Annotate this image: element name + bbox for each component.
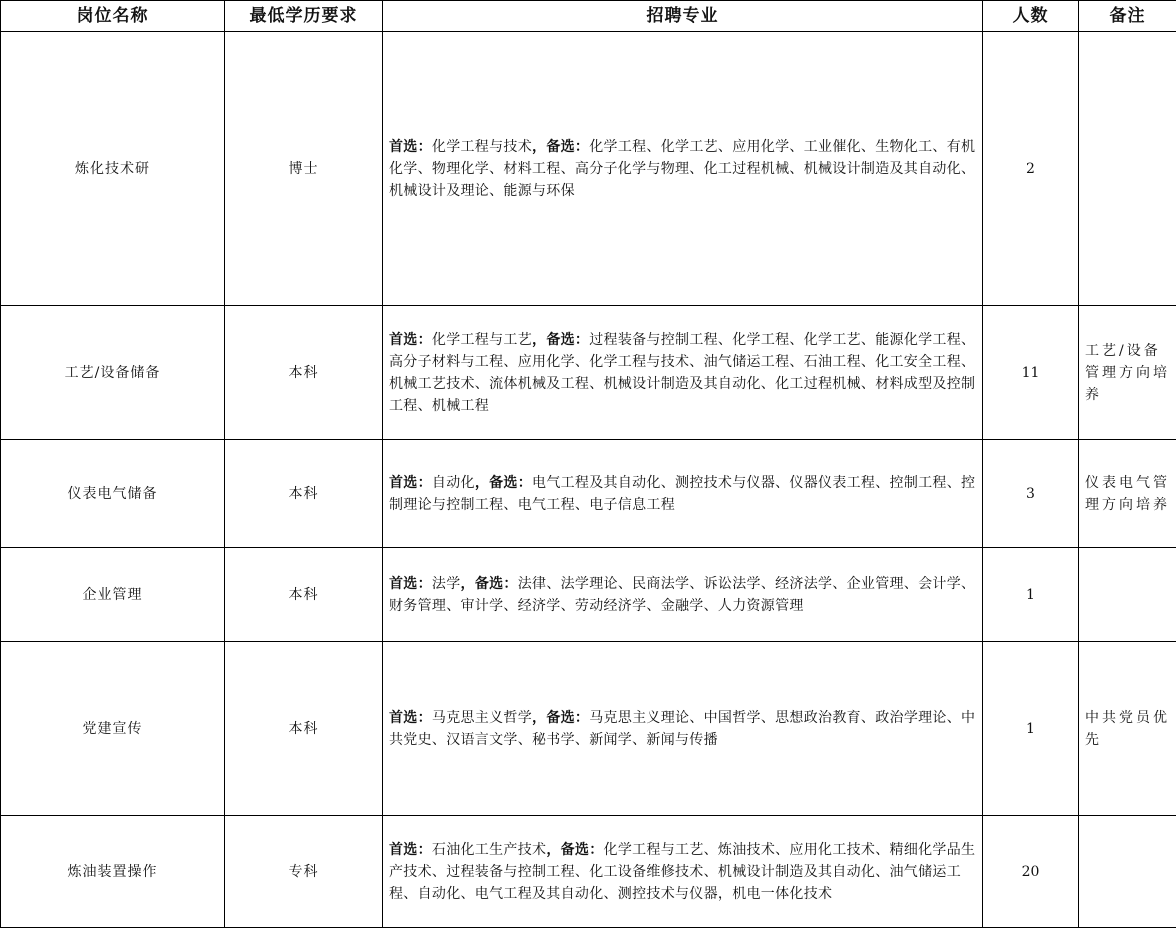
secondary-majors: 马克思主义理论、中国哲学、思想政治教育、政治学理论、中共党史、汉语言文学、秘书学、新闻学、新闻与传播 [389, 709, 976, 748]
table-row [1, 642, 1176, 816]
note-cell: 仪表电气管理方向培养 [1079, 440, 1176, 548]
count-cell: 1 [983, 548, 1079, 642]
note-cell [1079, 32, 1176, 306]
primary-label: 首选： [389, 474, 432, 491]
education-cell: 专科 [225, 816, 383, 928]
position-cell: 炼油装置操作 [1, 816, 225, 928]
primary-label: 首选： [389, 138, 432, 155]
majors-cell [383, 32, 983, 306]
secondary-label: 备选： [546, 331, 590, 348]
secondary-label: 备选： [560, 841, 604, 858]
majors-cell [383, 548, 983, 642]
count-cell: 2 [983, 32, 1079, 306]
majors-cell [383, 440, 983, 548]
education-cell: 本科 [225, 440, 383, 548]
note-cell: 工艺/设备管理方向培养 [1079, 306, 1176, 440]
count-cell: 11 [983, 306, 1079, 440]
note-cell: 中共党员优先 [1079, 642, 1176, 816]
position-cell: 党建宣传 [1, 642, 225, 816]
table-row [1, 548, 1176, 642]
secondary-majors: 化学工程、化学工艺、应用化学、工业催化、生物化工、有机化学、物理化学、材料工程、高分子化学与物理、化工过程机械、机械设计制造及其自动化、机械设计及理论、能源与环保 [389, 138, 976, 199]
primary-label: 首选： [389, 331, 432, 348]
majors-cell [383, 816, 983, 928]
secondary-label: 备选： [546, 709, 590, 726]
secondary-majors: 法律、法学理论、民商法学、诉讼法学、经济法学、企业管理、会计学、财务管理、审计学、经济学、劳动经济学、金融学、人力资源管理 [389, 575, 976, 614]
position-cell: 仪表电气储备 [1, 440, 225, 548]
header-majors: 招聘专业 [383, 1, 983, 32]
table-row [1, 440, 1176, 548]
header-position: 岗位名称 [1, 1, 225, 32]
secondary-label: 备选： [546, 138, 590, 155]
majors-cell [383, 306, 983, 440]
secondary-label: 备选： [474, 575, 518, 592]
table-row [1, 306, 1176, 440]
education-cell: 本科 [225, 306, 383, 440]
count-cell: 1 [983, 642, 1079, 816]
secondary-majors: 化学工程与工艺、炼油技术、应用化工技术、精细化学品生产技术、过程装备与控制工程、化工设备维修技术、机械设计制造及其自动化、油气储运工程、自动化、电气工程及其自动化、测控技术与仪器，机电一体化技术 [389, 841, 976, 902]
education-cell: 本科 [225, 642, 383, 816]
primary-label: 首选： [389, 709, 432, 726]
primary-majors: 自动化 [431, 474, 475, 491]
education-cell: 博士 [225, 32, 383, 306]
count-cell: 3 [983, 440, 1079, 548]
primary-majors: 石油化工生产技术 [431, 841, 547, 858]
header-row [1, 1, 1176, 32]
primary-majors: 化学工程与工艺 [431, 331, 533, 348]
primary-majors: 法学 [431, 575, 461, 592]
education-cell: 本科 [225, 548, 383, 642]
primary-label: 首选： [389, 841, 432, 858]
separator: ， [532, 331, 547, 348]
count-cell: 20 [983, 816, 1079, 928]
majors-cell [383, 642, 983, 816]
position-cell: 工艺/设备储备 [1, 306, 225, 440]
header-count: 人数 [983, 1, 1079, 32]
header-note: 备注 [1079, 1, 1176, 32]
position-cell: 企业管理 [1, 548, 225, 642]
table-row [1, 32, 1176, 306]
note-cell [1079, 548, 1176, 642]
separator: ， [532, 709, 547, 726]
position-cell: 炼化技术研 [1, 32, 225, 306]
separator: ， [460, 575, 475, 592]
primary-majors: 化学工程与技术 [431, 138, 533, 155]
secondary-majors: 过程装备与控制工程、化学工程、化学工艺、能源化学工程、高分子材料与工程、应用化学、化学工程与技术、油气储运工程、石油工程、化工安全工程、机械工艺技术、流体机械及工程、机械设计制造及其自动化、化工过程机械、材料成型及控制工程、机械工程 [389, 331, 976, 414]
primary-label: 首选： [389, 575, 432, 592]
header-education: 最低学历要求 [225, 1, 383, 32]
secondary-majors: 电气工程及其自动化、测控技术与仪器、仪器仪表工程、控制工程、控制理论与控制工程、电气工程、电子信息工程 [389, 474, 976, 513]
primary-majors: 马克思主义哲学 [431, 709, 533, 726]
separator: ， [532, 138, 547, 155]
separator: ， [474, 474, 490, 491]
note-cell [1079, 816, 1176, 928]
secondary-label: 备选： [489, 474, 533, 491]
table-row [1, 816, 1176, 928]
separator: ， [546, 841, 561, 858]
